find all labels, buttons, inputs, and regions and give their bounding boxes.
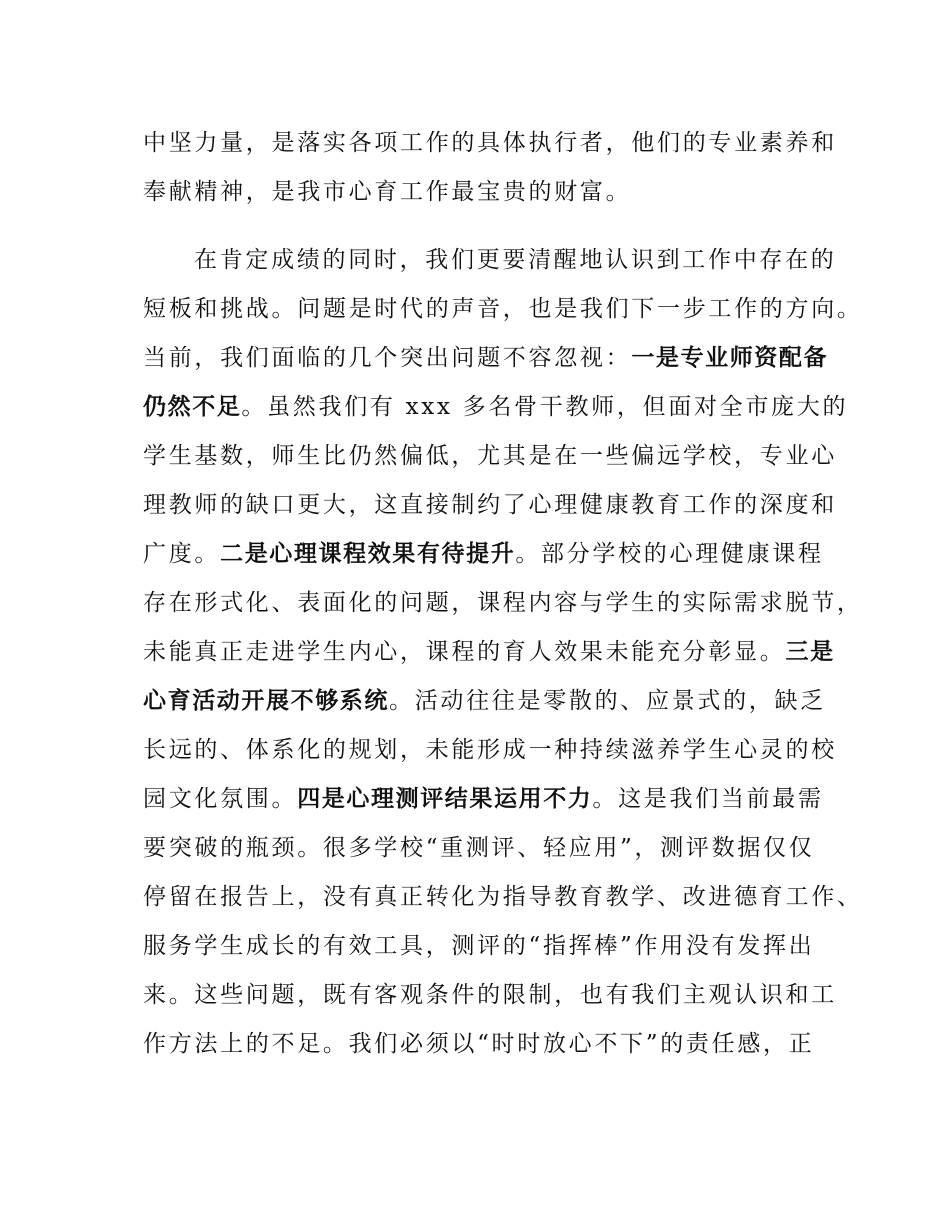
text: 学生基数，师生比仍然偏低，尤其是在一些偏远学校，专业心 — [143, 443, 837, 469]
text: 短板和挑战。问题是时代的声音，也是我们下一步工作的方向。 — [143, 296, 863, 322]
text: 存在形式化、表面化的问题，课程内容与学生的实际需求脱节， — [143, 590, 863, 616]
text-line — [143, 490, 837, 520]
text-line — [143, 539, 824, 569]
text-line — [143, 833, 814, 863]
text-line — [143, 1029, 814, 1059]
text: 。部分学校的心理健康课程 — [515, 541, 824, 567]
text: 在肯定成绩的同时，我们更要清醒地认识到工作中存在的 — [194, 247, 837, 273]
bold-heading-point-3-cont: 心育活动开展不够系统 — [143, 688, 389, 714]
bold-heading-point-2: 二是心理课程效果有待提升 — [220, 541, 516, 567]
text: 停留在报告上，没有真正转化为指导教育教学、改进德育工作、 — [143, 884, 863, 910]
text-line — [143, 686, 826, 716]
text-line — [143, 441, 837, 471]
bold-heading-point-4: 四是心理测评结果运用不力 — [297, 786, 593, 812]
text-line — [143, 392, 848, 422]
text: 。这是我们当前最需 — [592, 786, 824, 812]
text: 园文化氛围。 — [143, 786, 298, 812]
text: 。活动往往是零散的、应景式的，缺乏 — [389, 688, 826, 714]
text-line — [143, 637, 835, 667]
text: 要突破的瓶颈。很多学校“重测评、轻应用”，测评数据仅仅 — [143, 835, 815, 861]
text-line — [143, 128, 837, 158]
bold-heading-point-1-cont: 仍然不足 — [143, 394, 242, 420]
text: 。虽然我们有 xxx 多名骨干教师，但面对全市庞大的 — [241, 394, 849, 420]
bold-heading-point-1: 一是专业师资配备 — [631, 345, 829, 371]
text: 来。这些问题，既有客观条件的限制，也有我们主观认识和工 — [143, 982, 837, 1008]
text: 奉献精神，是我市心育工作最宝贵的财富。 — [143, 179, 632, 205]
text-line — [143, 294, 863, 324]
text: 服务学生成长的有效工具，测评的“指挥棒”作用没有发挥出 — [143, 933, 815, 959]
text: 作方法上的不足。我们必须以“时时放心不下”的责任感，正 — [143, 1031, 815, 1057]
text: 长远的、体系化的规划，未能形成一种持续滋养学生心灵的校 — [143, 737, 837, 763]
text-line — [194, 245, 837, 275]
text: 未能真正走进学生内心，课程的育人效果未能充分彰显。 — [143, 639, 786, 665]
text-line — [143, 177, 631, 207]
text: 当前，我们面临的几个突出问题不容忽视： — [143, 345, 632, 371]
text-line — [143, 735, 837, 765]
text-line — [143, 784, 824, 814]
text-line — [143, 882, 863, 912]
text: 广度。 — [143, 541, 221, 567]
text-line — [143, 343, 828, 373]
bold-heading-point-3: 三是 — [785, 639, 835, 665]
text: 中坚力量，是落实各项工作的具体执行者，他们的专业素养和 — [143, 130, 837, 156]
text: 理教师的缺口更大，这直接制约了心理健康教育工作的深度和 — [143, 492, 837, 518]
text-line — [143, 980, 837, 1010]
text-line — [143, 931, 814, 961]
text-line — [143, 588, 863, 618]
